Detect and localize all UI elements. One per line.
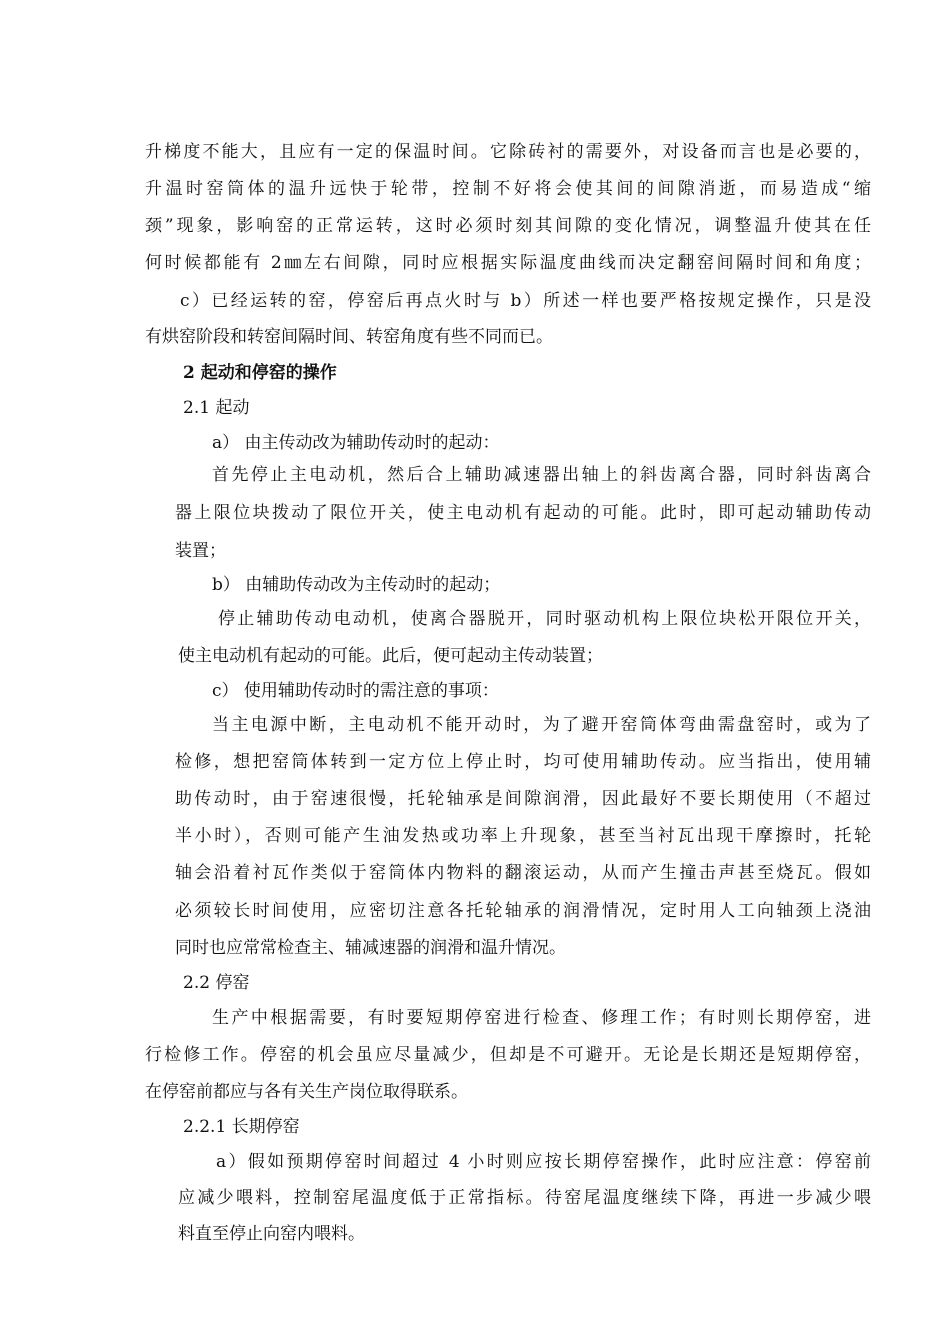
text-line: 应减少喂料，控制窑尾温度低于正常指标。待窑尾温度继续下降，再进一步减少喂 <box>178 1188 871 1208</box>
text-line: 有烘窑阶段和转窑间隔时间、转窑角度有些不同而已。 <box>145 327 553 347</box>
section-heading-2: 2 起动和停窑的操作 <box>183 363 337 383</box>
section-heading-2-2: 2.2 停窑 <box>183 973 250 993</box>
list-item-b: b） 由辅助传动改为主传动时的起动； <box>212 575 501 595</box>
text-line: 料直至停止向窑内喂料。 <box>178 1224 365 1244</box>
text-line: 轴会沿着衬瓦作类似于窑筒体内物料的翻滚运动，从而产生撞击声甚至烧瓦。假如 <box>175 863 871 883</box>
text-line: 器上限位块拨动了限位开关，使主电动机有起动的可能。此时，即可起动辅助传动 <box>175 503 871 523</box>
text-line: 同时也应常常检查主、辅减速器的润滑和温升情况。 <box>175 938 566 958</box>
text-line: 颈”现象，影响窑的正常运转，这时必须时刻其间隙的变化情况，调整温升使其在任 <box>145 216 871 236</box>
text-line: 必须较长时间使用，应密切注意各托轮轴承的润滑情况，定时用人工向轴颈上浇油 <box>175 901 871 921</box>
text-line: 首先停止主电动机，然后合上辅助减速器出轴上的斜齿离合器，同时斜齿离合 <box>212 465 871 485</box>
text-line: 行检修工作。停窑的机会虽应尽量减少，但却是不可避开。无论是长期还是短期停窑， <box>145 1045 871 1065</box>
text-line: 何时候都能有 2㎜左右间隙，同时应根据实际温度曲线而决定翻窑间隔时间和角度； <box>145 253 871 273</box>
list-item-a: a） 由主传动改为辅助传动时的起动： <box>212 433 500 453</box>
text-line: 半小时），否则可能产生油发热或功率上升现象，甚至当衬瓦出现干摩擦时，托轮 <box>175 826 871 846</box>
text-line: c）已经运转的窑，停窑后再点火时与 b）所述一样也要严格按规定操作，只是没 <box>180 291 871 311</box>
text-line: 在停窑前都应与各有关生产岗位取得联系。 <box>145 1082 468 1102</box>
text-line: 当主电源中断，主电动机不能开动时，为了避开窑筒体弯曲需盘窑时，或为了 <box>212 715 871 735</box>
text-line: 升温时窑筒体的温升远快于轮带，控制不好将会使其间的间隙消逝，而易造成“缩 <box>145 179 871 199</box>
text-line: 助传动时，由于窑速很慢，托轮轴承是间隙润滑，因此最好不要长期使用（不超过 <box>175 789 871 809</box>
text-line: 升梯度不能大，且应有一定的保温时间。它除砖衬的需要外，对设备而言也是必要的， <box>145 142 871 162</box>
section-heading-2-1: 2.1 起动 <box>183 398 250 418</box>
text-line: 使主电动机有起动的可能。此后，便可起动主传动装置； <box>178 646 603 666</box>
text-line: 装置； <box>175 541 226 561</box>
text-line: 生产中根据需要，有时要短期停窑进行检查、修理工作；有时则长期停窑，进 <box>212 1008 871 1028</box>
text-line: 检修，想把窑筒体转到一定方位上停止时，均可使用辅助传动。应当指出，使用辅 <box>175 752 871 772</box>
list-item-c: c） 使用辅助传动时的需注意的事项： <box>212 681 499 701</box>
section-heading-2-2-1: 2.2.1 长期停窑 <box>183 1117 300 1137</box>
text-line: 停止辅助传动电动机，使离合器脱开，同时驱动机构上限位块松开限位开关， <box>218 609 871 629</box>
text-line: a）假如预期停窑时间超过 4 小时则应按长期停窑操作，此时应注意：停窑前 <box>216 1152 871 1172</box>
